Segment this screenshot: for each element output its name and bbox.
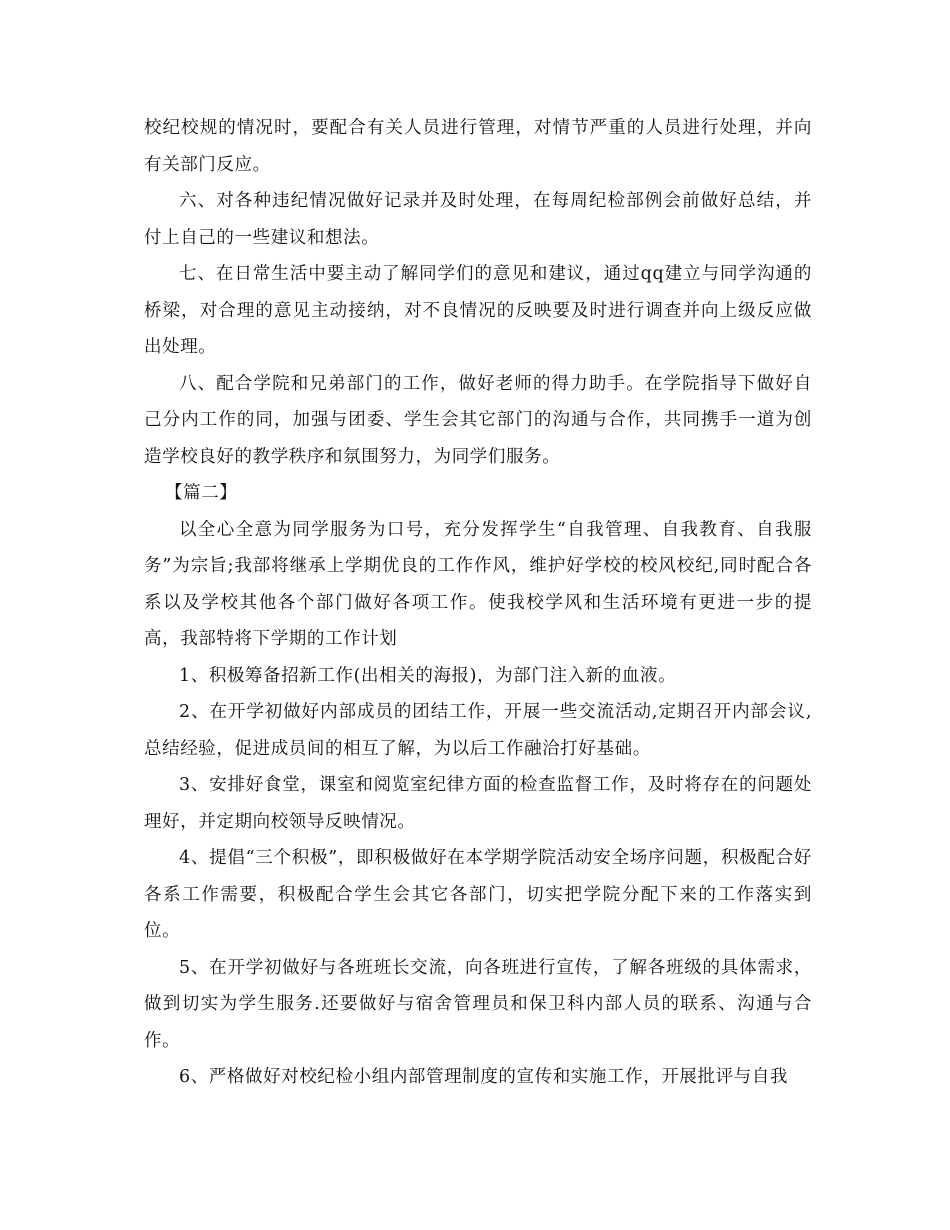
paragraph-item-6: 六、对各种违纪情况做好记录并及时处理，在每周纪检部例会前做好总结，并付上自己的一些建议和想法。 xyxy=(144,191,812,248)
paragraph-plan-1: 1、积极筹备招新工作(出相关的海报)，为部门注入新的血液。 xyxy=(179,665,677,686)
paragraph-plan-6: 6、严格做好对校纪检小组内部管理制度的宣传和实施工作，开展批评与自我 xyxy=(179,1067,789,1087)
paragraph-intro: 以全心全意为同学服务为口号，充分发挥学生“自我管理、自我教育、自我服务”为宗旨;我部将继承上学期优良的工作作风，维护好学校的校风校纪,同时配合各系以及学校其他各个部门做好各项工作。使我校学风和生活环境有更进一步的提高，我部特将下学期的工作计划 xyxy=(144,519,812,649)
paragraph-plan-5: 5、在开学初做好与各班班长交流，向各班进行宣传，了解各班级的具体需求，做到切实为学生服务.还要做好与宿舍管理员和保卫科内部人员的联系、沟通与合作。 xyxy=(144,957,812,1051)
paragraph-plan-3: 3、安排好食堂，课室和阅览室纪律方面的检查监督工作，及时将存在的问题处理好，并定期向校领导反映情况。 xyxy=(144,775,812,832)
paragraph-item-7: 七、在日常生活中要主动了解同学们的意见和建议，通过qq建立与同学沟通的桥梁，对合理的意见主动接纳，对不良情况的反映要及时进行调查并向上级反应做出处理。 xyxy=(144,264,812,357)
paragraph-plan-2: 2、在开学初做好内部成员的团结工作，开展一些交流活动,定期召开内部会议,总结经验，促进成员间的相互了解，为以后工作融洽打好基础。 xyxy=(144,702,812,759)
paragraph-continued: 校纪校规的情况时，要配合有关人员进行管理，对情节严重的人员进行处理，并向有关部门反应。 xyxy=(144,118,812,175)
paragraph-plan-4: 4、提倡“三个积极”，即积极做好在本学期学院活动安全场序问题，积极配合好各系工作需要，积极配合学生会其它各部门，切实把学院分配下来的工作落实到位。 xyxy=(144,848,812,941)
section-heading: 【篇二】 xyxy=(165,483,238,503)
document-page xyxy=(144,110,812,1096)
paragraph-item-8: 八、配合学院和兄弟部门的工作，做好老师的得力助手。在学院指导下做好自己分内工作的同，加强与团委、学生会其它部门的沟通与合作，共同携手一道为创造学校良好的教学秩序和氛围努力，为同学们服务。 xyxy=(144,373,812,467)
